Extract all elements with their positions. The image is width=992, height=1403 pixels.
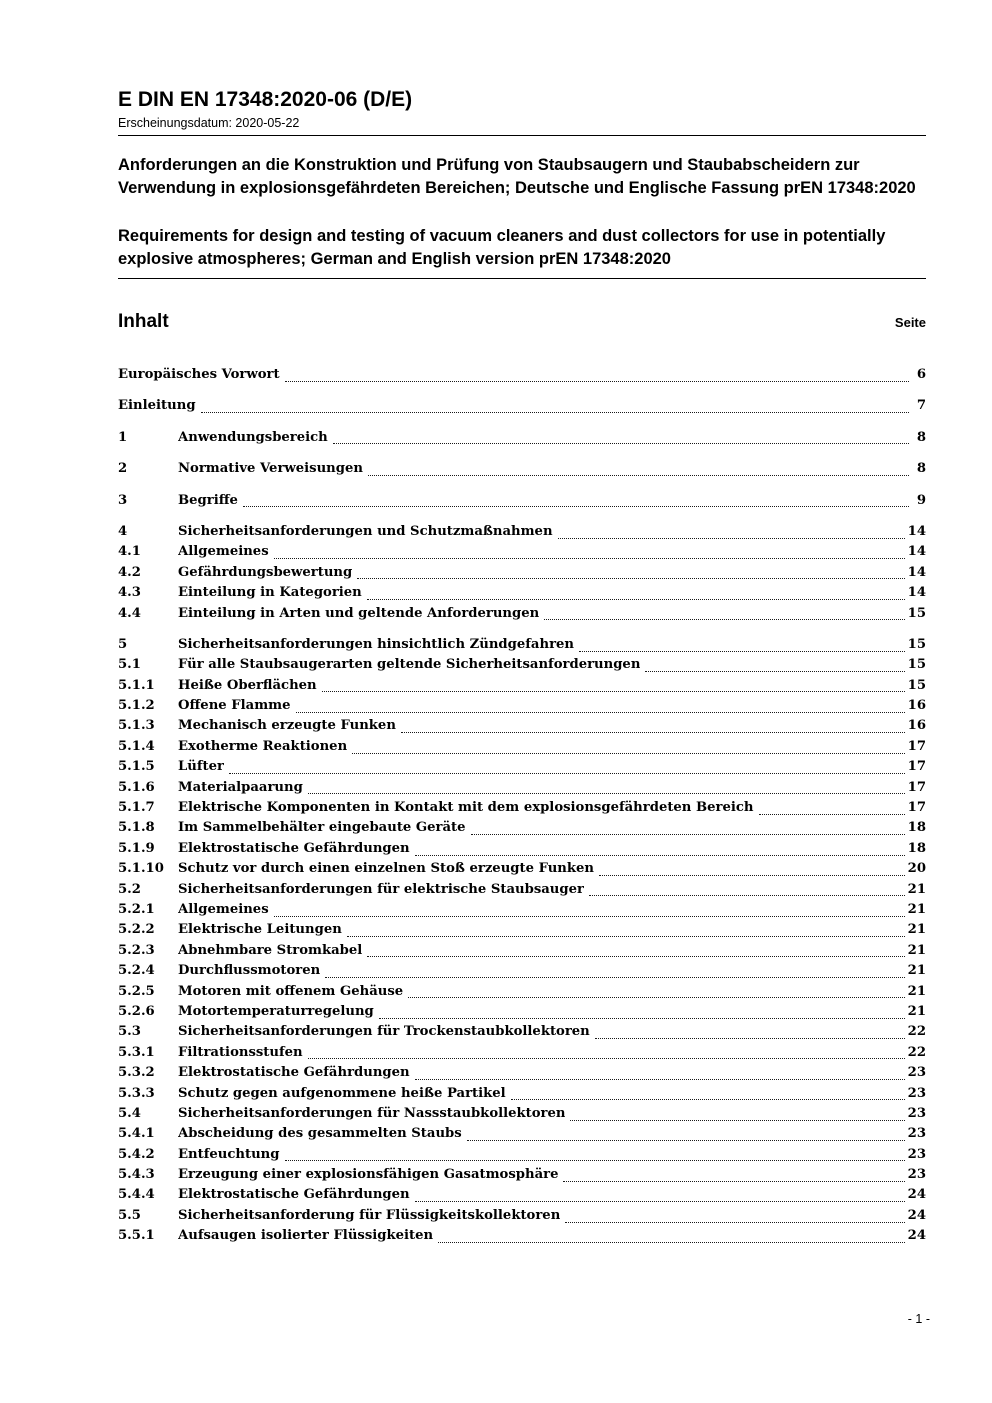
toc-dot-leader bbox=[333, 435, 909, 444]
toc-entry bbox=[118, 678, 926, 698]
toc-entry-number: 5.1.10 bbox=[118, 861, 164, 877]
toc-entry-title: Europäisches Vorwort bbox=[118, 367, 280, 382]
toc-entry bbox=[118, 493, 926, 513]
toc-entry-number: 5.1.8 bbox=[118, 820, 155, 836]
toc-entry-page: 17 bbox=[907, 779, 926, 795]
toc-dot-leader bbox=[438, 1234, 905, 1243]
toc-entry-page: 23 bbox=[907, 1146, 926, 1162]
toc-entry-title: Sicherheitsanforderungen hinsichtlich Zündgefahren bbox=[178, 636, 574, 652]
toc-entry bbox=[118, 398, 926, 418]
toc-entry bbox=[118, 461, 926, 481]
toc-entry-title: Schutz gegen aufgenommene heiße Partikel bbox=[178, 1085, 506, 1101]
toc-entry bbox=[118, 637, 926, 657]
toc-dot-leader bbox=[471, 826, 905, 835]
toc-entry-page: 23 bbox=[907, 1065, 926, 1081]
toc-entry-title: Sicherheitsanforderung für Flüssigkeitskollektoren bbox=[178, 1207, 561, 1223]
toc-entry bbox=[118, 1045, 926, 1065]
toc-group bbox=[118, 524, 926, 626]
toc-entry-page: 15 bbox=[907, 636, 926, 652]
toc-entry-number: 5.4.1 bbox=[118, 1126, 155, 1142]
toc-entry bbox=[118, 902, 926, 922]
toc-entry-page: 8 bbox=[916, 429, 926, 445]
toc-entry bbox=[118, 698, 926, 718]
toc-dot-leader bbox=[308, 1050, 905, 1059]
toc-dot-leader bbox=[558, 530, 905, 539]
toc-entry-number: 5.2.4 bbox=[118, 963, 155, 979]
toc-entry-page: 14 bbox=[907, 564, 926, 580]
toc-entry-title: Abscheidung des gesammelten Staubs bbox=[178, 1126, 462, 1142]
toc-heading: Inhalt bbox=[118, 311, 169, 332]
toc-entry-page: 22 bbox=[907, 1044, 926, 1060]
toc-entry-title: Aufsaugen isolierter Flüssigkeiten bbox=[178, 1228, 434, 1244]
toc-entry bbox=[118, 606, 926, 626]
toc-dot-leader bbox=[296, 704, 905, 713]
toc-entry-page: 16 bbox=[907, 698, 926, 714]
toc-entry-page: 24 bbox=[907, 1187, 926, 1203]
toc-entry-number: 5.2.6 bbox=[118, 1003, 155, 1019]
toc-entry-number: 5.2.5 bbox=[118, 983, 155, 999]
toc-entry-title: Lüfter bbox=[178, 759, 224, 775]
toc-dot-leader bbox=[347, 928, 905, 937]
toc-group bbox=[118, 367, 926, 387]
toc-entry-number: 5 bbox=[118, 636, 128, 652]
toc-entry-number: 5.1.3 bbox=[118, 718, 155, 734]
toc-dot-leader bbox=[511, 1091, 905, 1100]
toc-entry-page: 14 bbox=[907, 544, 926, 560]
toc-entry-page: 18 bbox=[907, 820, 926, 836]
toc-entry-number: 4.3 bbox=[118, 585, 141, 601]
toc-entry-page: 21 bbox=[907, 881, 926, 897]
toc-entry-page: 23 bbox=[907, 1085, 926, 1101]
toc-entry-page: 21 bbox=[907, 922, 926, 938]
toc-entry-number: 4.4 bbox=[118, 605, 141, 621]
toc-entry-number: 5.3.2 bbox=[118, 1065, 155, 1081]
toc-entry-number: 4 bbox=[118, 523, 128, 539]
toc-entry-title: Exotherme Reaktionen bbox=[178, 738, 348, 754]
toc-entry-page: 21 bbox=[907, 983, 926, 999]
toc-entry-number: 5.4.2 bbox=[118, 1146, 155, 1162]
toc-entry-number: 5.2.3 bbox=[118, 942, 155, 958]
toc-entry-page: 17 bbox=[907, 738, 926, 754]
toc-entry-title: Sicherheitsanforderungen und Schutzmaßnahmen bbox=[178, 523, 553, 539]
toc-group bbox=[118, 493, 926, 513]
toc-dot-leader bbox=[599, 867, 905, 876]
toc-entry-number: 5.1 bbox=[118, 657, 141, 673]
release-date: Erscheinungsdatum: 2020-05-22 bbox=[118, 116, 300, 130]
toc-entry-number: 1 bbox=[118, 429, 128, 445]
toc-dot-leader bbox=[401, 724, 905, 733]
toc-entry bbox=[118, 718, 926, 738]
toc-dot-leader bbox=[579, 643, 905, 652]
toc-entry bbox=[118, 882, 926, 902]
toc-dot-leader bbox=[645, 663, 904, 672]
page-number-footer: - 1 - bbox=[907, 1312, 930, 1326]
toc-entry-number: 4.1 bbox=[118, 544, 141, 560]
toc-entry-title: Einteilung in Arten und geltende Anforderungen bbox=[178, 605, 540, 621]
toc-entry bbox=[118, 1228, 926, 1248]
toc-entry-number: 5.3.1 bbox=[118, 1044, 155, 1060]
toc-entry-title: Anwendungsbereich bbox=[178, 429, 328, 445]
toc-entry-page: 15 bbox=[907, 605, 926, 621]
toc-entry-number: 5.1.4 bbox=[118, 738, 155, 754]
toc-entry-number: 5.1.9 bbox=[118, 840, 155, 856]
toc-dot-leader bbox=[229, 765, 905, 774]
toc-entry bbox=[118, 780, 926, 800]
toc-entry-page: 9 bbox=[916, 492, 926, 508]
toc-entry-title: Motortemperaturregelung bbox=[178, 1003, 374, 1019]
toc-entry bbox=[118, 565, 926, 585]
toc-dot-leader bbox=[415, 1071, 905, 1080]
toc-entry bbox=[118, 943, 926, 963]
toc-dot-leader bbox=[570, 1112, 904, 1121]
toc-entry-title: Sicherheitsanforderungen für Nassstaubkollektoren bbox=[178, 1105, 566, 1121]
toc-dot-leader bbox=[563, 1173, 904, 1182]
toc-entry-number: 5.2 bbox=[118, 881, 141, 897]
toc-dot-leader bbox=[589, 887, 905, 896]
toc-entry-title: Erzeugung einer explosionsfähigen Gasatmosphäre bbox=[178, 1167, 559, 1183]
toc-entry-title: Einleitung bbox=[118, 398, 196, 414]
toc-entry-number: 5.1.7 bbox=[118, 800, 155, 816]
toc-dot-leader bbox=[352, 745, 904, 754]
toc-entry-number: 5.4.3 bbox=[118, 1167, 155, 1183]
toc-dot-leader bbox=[285, 373, 909, 382]
toc-entry-number: 4.2 bbox=[118, 564, 141, 580]
toc-entry bbox=[118, 861, 926, 881]
toc-dot-leader bbox=[467, 1132, 905, 1141]
toc-entry bbox=[118, 820, 926, 840]
toc-entry-title: Allgemeines bbox=[178, 901, 269, 917]
toc-entry bbox=[118, 544, 926, 564]
toc-entry-title: Filtrationsstufen bbox=[178, 1044, 303, 1060]
toc-dot-leader bbox=[415, 1193, 905, 1202]
toc-dot-leader bbox=[325, 969, 904, 978]
toc-entry-title: Begriffe bbox=[178, 492, 238, 508]
toc-entry-number: 2 bbox=[118, 461, 128, 477]
toc-entry bbox=[118, 657, 926, 677]
toc-dot-leader bbox=[308, 785, 905, 794]
toc-dot-leader bbox=[357, 570, 904, 579]
toc-header-row bbox=[118, 311, 926, 333]
toc-group bbox=[118, 637, 926, 1249]
toc-page-column-label: Seite bbox=[894, 315, 926, 330]
toc-entry bbox=[118, 1086, 926, 1106]
toc-entry-page: 23 bbox=[907, 1105, 926, 1121]
toc-entry bbox=[118, 1167, 926, 1187]
toc-entry-page: 18 bbox=[907, 840, 926, 856]
toc-dot-leader bbox=[415, 847, 905, 856]
toc-entry-page: 21 bbox=[907, 901, 926, 917]
toc-entry bbox=[118, 1024, 926, 1044]
toc-entry bbox=[118, 367, 926, 387]
toc-entry-number: 5.5 bbox=[118, 1207, 141, 1223]
toc-entry-page: 15 bbox=[907, 657, 926, 673]
toc-dot-leader bbox=[201, 404, 909, 413]
toc-entry-page: 21 bbox=[907, 942, 926, 958]
toc-entry-title: Motoren mit offenem Gehäuse bbox=[178, 983, 404, 999]
toc-dot-leader bbox=[595, 1030, 905, 1039]
toc-dot-leader bbox=[274, 908, 905, 917]
toc-entry-page: 22 bbox=[907, 1024, 926, 1040]
toc-entry-title: Elektrische Leitungen bbox=[178, 922, 342, 938]
toc-entry-title: Elektrostatische Gefährdungen bbox=[178, 1187, 410, 1203]
document-title-english: Requirements for design and testing of vacuum cleaners and dust collectors for use in potentially explosive atmospheres; German and English version prEN 17348:2020 bbox=[118, 227, 886, 268]
toc-dot-leader bbox=[367, 591, 905, 600]
toc-dot-leader bbox=[544, 611, 904, 620]
toc-entry-page: 21 bbox=[907, 963, 926, 979]
toc-entry-number: 5.1.6 bbox=[118, 779, 155, 795]
toc-entry-title: Durchflussmotoren bbox=[178, 963, 321, 979]
toc-entry-page: 6 bbox=[916, 367, 926, 382]
toc-entry-page: 21 bbox=[907, 1003, 926, 1019]
toc-entry bbox=[118, 430, 926, 450]
toc-entry-page: 23 bbox=[907, 1167, 926, 1183]
toc-dot-leader bbox=[408, 989, 904, 998]
toc-entry-number: 5.1.2 bbox=[118, 698, 155, 714]
toc-entry-page: 14 bbox=[907, 523, 926, 539]
toc-group bbox=[118, 461, 926, 481]
toc-entry bbox=[118, 922, 926, 942]
toc-entry-title: Heiße Oberflächen bbox=[178, 677, 317, 693]
toc-entry-number: 5.3.3 bbox=[118, 1085, 155, 1101]
toc-entry-number: 5.3 bbox=[118, 1024, 141, 1040]
toc-dot-leader bbox=[322, 683, 905, 692]
toc-entry-title: Gefährdungsbewertung bbox=[178, 564, 353, 580]
table-of-contents bbox=[118, 367, 926, 1249]
toc-entry bbox=[118, 963, 926, 983]
toc-group bbox=[118, 398, 926, 418]
toc-entry-page: 23 bbox=[907, 1126, 926, 1142]
toc-entry-number: 5.5.1 bbox=[118, 1228, 155, 1244]
toc-entry-number: 5.4.4 bbox=[118, 1187, 155, 1203]
toc-dot-leader bbox=[379, 1010, 905, 1019]
title-divider bbox=[118, 278, 926, 279]
toc-entry-title: Elektrostatische Gefährdungen bbox=[178, 840, 410, 856]
header-divider bbox=[118, 135, 926, 136]
toc-entry-title: Entfeuchtung bbox=[178, 1146, 280, 1162]
toc-entry-title: Normative Verweisungen bbox=[178, 461, 363, 477]
toc-entry-title: Elektrische Komponenten in Kontakt mit dem explosionsgefährdeten Bereich bbox=[178, 800, 754, 816]
toc-dot-leader bbox=[243, 498, 909, 507]
toc-entry-page: 20 bbox=[907, 861, 926, 877]
toc-entry-title: Elektrostatische Gefährdungen bbox=[178, 1065, 410, 1081]
toc-entry-number: 3 bbox=[118, 492, 128, 508]
toc-entry-title: Offene Flamme bbox=[178, 698, 291, 714]
toc-entry bbox=[118, 800, 926, 820]
toc-entry-title: Materialpaarung bbox=[178, 779, 303, 795]
toc-entry-number: 5.1.1 bbox=[118, 677, 155, 693]
toc-entry-title: Sicherheitsanforderungen für elektrische Staubsauger bbox=[178, 881, 584, 897]
toc-entry-number: 5.4 bbox=[118, 1105, 141, 1121]
document-title-german: Anforderungen an die Konstruktion und Prüfung von Staubsaugern und Staubabscheidern zur Verwendung in explosionsgefährdeten Bereichen; Deutsche und Englische Fassung prEN 17348:2020 bbox=[118, 156, 916, 197]
toc-entry-title: Für alle Staubsaugerarten geltende Sicherheitsanforderungen bbox=[178, 657, 641, 673]
toc-dot-leader bbox=[368, 467, 909, 476]
toc-group bbox=[118, 430, 926, 450]
toc-entry-page: 14 bbox=[907, 585, 926, 601]
toc-entry bbox=[118, 1004, 926, 1024]
toc-entry bbox=[118, 984, 926, 1004]
toc-entry bbox=[118, 1208, 926, 1228]
toc-entry bbox=[118, 739, 926, 759]
toc-entry bbox=[118, 524, 926, 544]
toc-entry-page: 16 bbox=[907, 718, 926, 734]
toc-entry-title: Im Sammelbehälter eingebaute Geräte bbox=[178, 820, 466, 836]
toc-entry bbox=[118, 1126, 926, 1146]
toc-entry-number: 5.2.1 bbox=[118, 901, 155, 917]
toc-entry bbox=[118, 1187, 926, 1207]
toc-entry-title: Mechanisch erzeugte Funken bbox=[178, 718, 396, 734]
toc-dot-leader bbox=[759, 806, 905, 815]
toc-entry-title: Sicherheitsanforderungen für Trockenstaubkollektoren bbox=[178, 1024, 590, 1040]
toc-entry-title: Schutz vor durch einen einzelnen Stoß erzeugte Funken bbox=[178, 861, 594, 877]
toc-entry-page: 17 bbox=[907, 759, 926, 775]
toc-entry bbox=[118, 841, 926, 861]
toc-entry-number: 5.2.2 bbox=[118, 922, 155, 938]
toc-entry bbox=[118, 585, 926, 605]
document-id: E DIN EN 17348:2020-06 (D/E) bbox=[118, 88, 413, 111]
toc-entry bbox=[118, 759, 926, 779]
toc-entry-page: 24 bbox=[907, 1207, 926, 1223]
toc-dot-leader bbox=[367, 948, 904, 957]
toc-dot-leader bbox=[565, 1214, 904, 1223]
toc-entry-number: 5.1.5 bbox=[118, 759, 155, 775]
toc-entry-title: Abnehmbare Stromkabel bbox=[178, 942, 363, 958]
toc-entry-page: 24 bbox=[907, 1228, 926, 1244]
toc-entry bbox=[118, 1106, 926, 1126]
toc-dot-leader bbox=[285, 1152, 905, 1161]
toc-entry-page: 15 bbox=[907, 677, 926, 693]
toc-entry-page: 7 bbox=[916, 398, 926, 414]
toc-entry-title: Einteilung in Kategorien bbox=[178, 585, 362, 601]
toc-entry-page: 8 bbox=[916, 461, 926, 477]
toc-entry bbox=[118, 1065, 926, 1085]
toc-entry-page: 17 bbox=[907, 800, 926, 816]
toc-entry-title: Allgemeines bbox=[178, 544, 269, 560]
toc-dot-leader bbox=[274, 550, 905, 559]
toc-entry bbox=[118, 1147, 926, 1167]
